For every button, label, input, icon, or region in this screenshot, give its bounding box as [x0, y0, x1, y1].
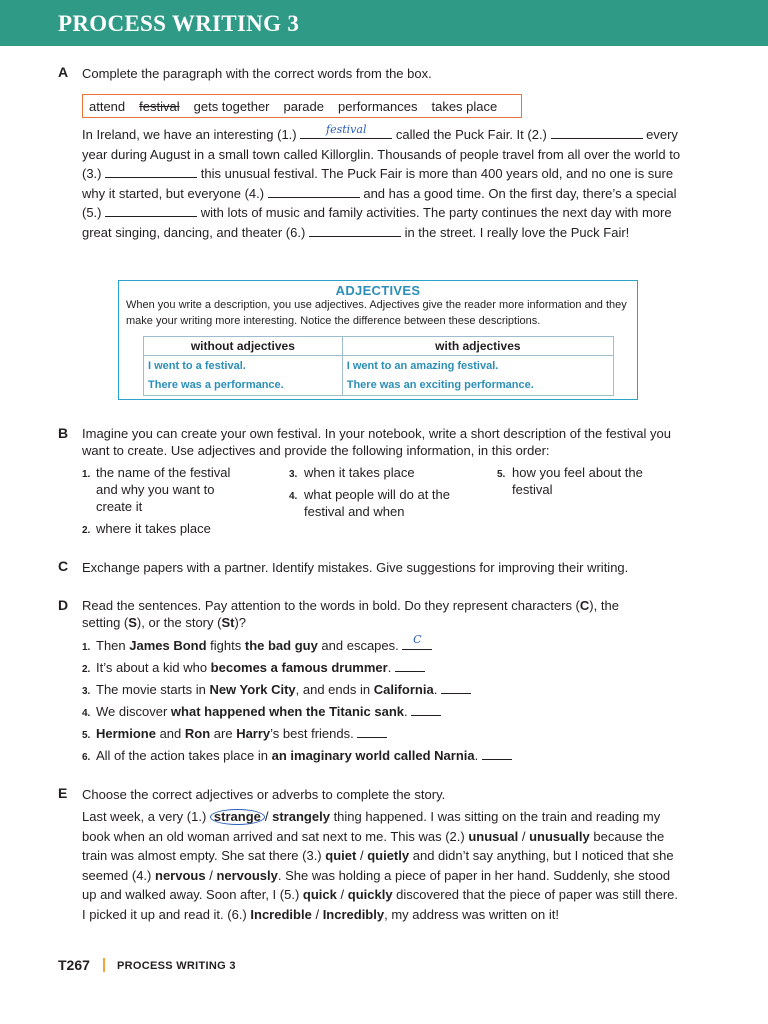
- answer-blank-1[interactable]: [300, 123, 392, 139]
- table-cell: I went to an amazing festival.: [342, 356, 613, 376]
- table-cell: There was an exciting performance.: [342, 376, 613, 396]
- list-number: 3.: [82, 686, 91, 697]
- adjectives-box: [118, 280, 638, 400]
- instr-text: ), the setting (: [82, 598, 619, 630]
- item-text: and: [155, 726, 185, 741]
- item-text: We discover: [96, 704, 171, 719]
- list-number: 2.: [82, 525, 91, 536]
- para-text: in the street. I really love the Puck Fair!: [404, 224, 630, 240]
- item-bold: Ron: [184, 726, 211, 741]
- item-text: Then: [96, 638, 130, 653]
- list-number: 4.: [289, 491, 298, 502]
- answer-blank-d6[interactable]: [482, 748, 512, 760]
- item-text: All of the action takes place in: [96, 748, 272, 763]
- instr-bold: S: [128, 615, 137, 630]
- instr-text: )?: [234, 615, 247, 630]
- list-number: 5.: [497, 469, 506, 480]
- list-item: [497, 464, 667, 498]
- page-title: PROCESS WRITING 3: [58, 11, 300, 36]
- instr-bold: C: [579, 598, 590, 613]
- item-text: .: [433, 682, 438, 697]
- story-text: Last week, a very (1.): [82, 809, 207, 824]
- story-text: because the train was almost empty. She sat there (3.): [82, 828, 665, 863]
- para-text: called the Puck Fair. It (2.): [395, 127, 547, 142]
- item-text: .: [474, 748, 479, 763]
- instr-text: ), or the story (: [136, 615, 222, 630]
- item-bold: California: [373, 682, 434, 697]
- d-item-2: [82, 659, 425, 678]
- section-e-instruction: Choose the correct adjectives or adverbs to complete the story.: [82, 787, 446, 802]
- d-item-3: [82, 681, 471, 700]
- story-text: discovered that the piece of paper was still there. I picked it up and read it. (6.): [82, 887, 678, 922]
- story-text: and didn’t say anything, but I noticed that she seemed (4.): [82, 848, 674, 883]
- section-e-story: [82, 807, 682, 924]
- option-bold[interactable]: quick: [302, 887, 337, 902]
- item-text: The movie starts in: [96, 682, 210, 697]
- slash: /: [340, 887, 345, 902]
- list-text: what people will do at the festival and when: [304, 487, 450, 519]
- slash: /: [521, 828, 526, 844]
- item-bold: James Bond: [129, 638, 207, 653]
- list-item: [82, 520, 252, 537]
- d-item-1: [82, 633, 432, 656]
- option-bold[interactable]: strangely: [272, 809, 330, 824]
- answer-blank-d5[interactable]: [357, 726, 387, 738]
- story-text: thing happened. I was sitting on the train and reading my book when an old woman arrived and sat next to me. This was (2.): [82, 809, 661, 844]
- item-text: , and ends in: [295, 682, 374, 697]
- item-text: fights: [206, 638, 245, 653]
- list-text: where it takes place: [96, 521, 211, 536]
- word-box-item: attend: [89, 98, 126, 114]
- answer-blank-4[interactable]: [268, 186, 360, 198]
- section-a-paragraph: [82, 125, 682, 242]
- option-bold[interactable]: quickly: [347, 887, 393, 902]
- list-number: 5.: [82, 730, 91, 741]
- para-text: this unusual festival. The Puck Fair is more than 400 years old, and no one is sure why it started, but everyone (4.): [82, 166, 674, 201]
- slash: /: [264, 809, 269, 824]
- section-c-instruction: Exchange papers with a partner. Identify mistakes. Give suggestions for improving their writing.: [82, 560, 629, 575]
- word-box: [82, 94, 522, 118]
- list-number: 1.: [82, 469, 91, 480]
- option-bold[interactable]: quiet: [325, 848, 357, 863]
- item-bold: Harry: [236, 726, 271, 741]
- option-bold[interactable]: quietly: [367, 848, 410, 863]
- section-a-letter: A: [58, 64, 69, 80]
- list-number: 2.: [82, 664, 91, 675]
- item-bold: the bad guy: [244, 638, 318, 653]
- option-bold[interactable]: nervously: [216, 867, 278, 883]
- d-item-6: [82, 747, 512, 766]
- option-bold[interactable]: Incredibly: [322, 906, 385, 922]
- adjectives-table: [143, 336, 614, 396]
- option-bold[interactable]: Incredible: [250, 906, 312, 922]
- option-bold[interactable]: unusually: [529, 828, 590, 844]
- item-text: .: [404, 704, 408, 719]
- section-b-letter: B: [58, 425, 69, 441]
- option-circled[interactable]: [210, 809, 265, 825]
- item-bold: becomes a famous drummer: [210, 660, 388, 675]
- list-text: when it takes place: [304, 465, 415, 480]
- para-text: In Ireland, we have an interesting (1.): [82, 127, 297, 142]
- item-text: are: [210, 726, 237, 741]
- handwritten-answer: festival: [326, 123, 367, 136]
- para-text: with lots of music and family activities. The party continues the next day with more great singing, dancing, and theater (6.): [82, 205, 672, 240]
- footer-label: PROCESS WRITING 3: [117, 960, 236, 972]
- section-c-letter: C: [58, 558, 69, 574]
- d-item-4: [82, 703, 441, 722]
- list-number: 4.: [82, 708, 91, 719]
- section-a-instruction: Complete the paragraph with the correct words from the box.: [82, 66, 432, 81]
- list-text: how you feel about the festival: [512, 465, 643, 497]
- para-text: and has a good time. On the first day, there’s a special (5.): [82, 185, 677, 220]
- instr-bold: St: [221, 615, 235, 630]
- list-item: [289, 486, 479, 520]
- item-bold: what happened when the Titanic sank: [170, 704, 404, 719]
- list-number: 1.: [82, 642, 91, 653]
- item-bold: Hermione: [96, 726, 156, 741]
- answer-blank-d4[interactable]: [411, 704, 441, 716]
- item-text: It’s about a kid who: [96, 660, 211, 675]
- list-number: 3.: [289, 469, 298, 480]
- table-cell: I went to a festival.: [144, 356, 343, 376]
- answer-blank-5[interactable]: [105, 205, 197, 217]
- footer-divider: [103, 958, 105, 972]
- table-header: with adjectives: [342, 337, 613, 356]
- item-bold: New York City: [209, 682, 296, 697]
- word-box-item: performances: [338, 98, 418, 114]
- section-e-letter: E: [58, 785, 68, 801]
- section-d-instruction: [82, 597, 642, 631]
- table-header: without adjectives: [144, 337, 343, 356]
- slash: /: [315, 906, 320, 922]
- instr-text: Read the sentences. Pay attention to the words in bold. Do they represent characters (: [82, 598, 580, 613]
- adjectives-text: When you write a description, you use adjectives. Adjectives give the reader more information and they make your writing more interesting. Notice the difference between these descriptions.: [126, 299, 627, 327]
- d-item-5: [82, 725, 387, 744]
- list-item: [289, 464, 479, 481]
- para-text: every year during August in a small town called Killorglin. Thousands of people travel from all over the world to (3.): [82, 127, 681, 181]
- answer-blank-d3[interactable]: [441, 682, 471, 694]
- list-number: 6.: [82, 752, 91, 763]
- list-text: the name of the festival and why you want to create it: [96, 465, 231, 514]
- handwritten-answer: C: [413, 633, 422, 646]
- word-box-item-struck: festival: [139, 98, 180, 114]
- list-item: [82, 464, 252, 515]
- story-text: , my address was written on it!: [384, 906, 559, 922]
- answer-blank-d2[interactable]: [395, 660, 425, 672]
- word-box-item: takes place: [431, 98, 498, 114]
- word-box-item: parade: [283, 98, 324, 114]
- answer-blank-3[interactable]: [105, 166, 197, 178]
- option-bold[interactable]: nervous: [155, 867, 206, 883]
- answer-blank-2[interactable]: [551, 127, 643, 139]
- slash: /: [359, 848, 364, 863]
- adjectives-title: ADJECTIVES: [335, 283, 421, 298]
- answer-blank-6[interactable]: [309, 225, 401, 237]
- slash: /: [209, 867, 213, 883]
- page-number: T267: [58, 957, 90, 973]
- item-text: ’s best friends.: [270, 726, 354, 741]
- table-cell: There was a performance.: [144, 376, 343, 396]
- item-bold: an imaginary world called Narnia: [271, 748, 475, 763]
- section-d-letter: D: [58, 597, 69, 613]
- item-text: and escapes.: [317, 638, 399, 653]
- section-b-instruction: Imagine you can create your own festival. In your notebook, write a short description of the festival you want to create. Use adjectives and provide the following information, in this order:: [82, 426, 671, 458]
- word-box-item: gets together: [193, 98, 270, 114]
- option-bold[interactable]: unusual: [468, 828, 519, 844]
- story-text: . She was holding a piece of paper in her hand. Suddenly, she stood up and walked away. Soon after, I (5.): [82, 867, 671, 902]
- option-bold: strange: [213, 809, 261, 824]
- item-text: .: [387, 660, 392, 675]
- answer-blank-d1[interactable]: [402, 633, 432, 650]
